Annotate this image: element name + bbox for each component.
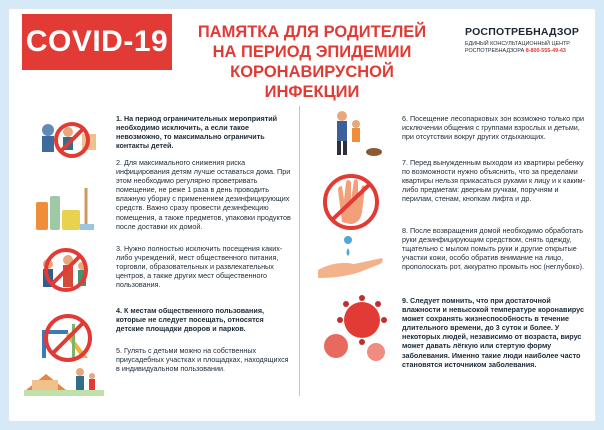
org-line1: ЕДИНЫЙ КОНСУЛЬТАЦИОННЫЙ ЦЕНТР [465, 41, 570, 47]
forest-walk-icon [320, 108, 390, 164]
item-9: 9. Следует помнить, что при достаточной влажности и невысокой температуре коронавирус может сохранять жизнеспособность в течение длительного времени, до 3 суток и более. У некоторых людей, независимо от возраста, вирус может давать лёгкую или стертую форму заболевания. Именно такие люди наиболее часто становятся источником заболевания. [402, 296, 584, 369]
org-block [465, 26, 585, 55]
org-line2: РОСПОТРЕБНАДЗОРА [465, 48, 525, 54]
org-phone: 8-800-555-49-43 [525, 48, 566, 54]
coronavirus-icon [316, 288, 396, 368]
item-8: 8. После возвращения домой необходимо обработать руки дезинфицирующим средством, снять одежду, тщательно с мылом помыть руки и другие открытые участки кожи, особо обратив внимание на лицо, прополоскать рот, аккуратно промыть нос (неглубоко). [402, 226, 584, 272]
item-7: 7. Перед вынужденным выходом из квартиры ребенку по возможности нужно объяснить, что за пределами квартиры нельзя прикасаться руками к лицу и к каким-либо предметам: дверным ручкам, поручням и перилам, стенам, кнопкам лифта и др. [402, 158, 585, 204]
item-6: 6. Посещение лесопарковых зон возможно только при исключении общения с группами взрослых и детьми, при отсутствии вокруг других отдыхающих. [402, 114, 584, 142]
hand-sanitizer-icon [314, 234, 386, 278]
item-3: 3. Нужно полностью исключить посещения каких-либо учреждений, мест общественного питания, торговли, образовательных и развлекательных центров, а также других мест общественного пользования. [116, 244, 283, 290]
org-name: РОСПОТРЕБНАДЗОР [465, 26, 580, 38]
no-touching-hand-icon [318, 170, 384, 232]
column-divider [299, 106, 300, 396]
item-5: 5. Гулять с детьми можно на собственных приусадебных участках и площадках, находящихся в индивидуальном пользовании. [116, 346, 289, 374]
page-title: ПАМЯТКА ДЛЯ РОДИТЕЛЕЙ НА ПЕРИОД ЭПИДЕМИИ КОРОНАВИРУСНОЙ ИНФЕКЦИИ [197, 23, 427, 101]
item-2: 2. Для максимального снижения риска инфицирования детям лучше оставаться дома. При этом необходимо регулярно проветривать помещение, не реже 1 раза в день проводить влажную уборку с применением дезинфицирующих средств. Важно сразу провести дезинфекцию помещения, а также предметов, упаковки продуктов после доставки их домой. [116, 158, 291, 231]
item-4: 4. К местам общественного пользования, которые не следует посещать, относятся детские площадки дворов и парков. [116, 306, 265, 334]
no-crowds-icon [30, 240, 100, 296]
item-1: 1. На период ограничительных мероприятий необходимо исключить, а если такое невозможно, то максимально ограничить контакты детей. [116, 114, 278, 151]
cleaning-supplies-icon [32, 180, 98, 236]
no-children-playing-icon [30, 110, 102, 164]
covid-badge: COVID-19 [22, 14, 172, 70]
family-walk-icon [22, 350, 108, 400]
